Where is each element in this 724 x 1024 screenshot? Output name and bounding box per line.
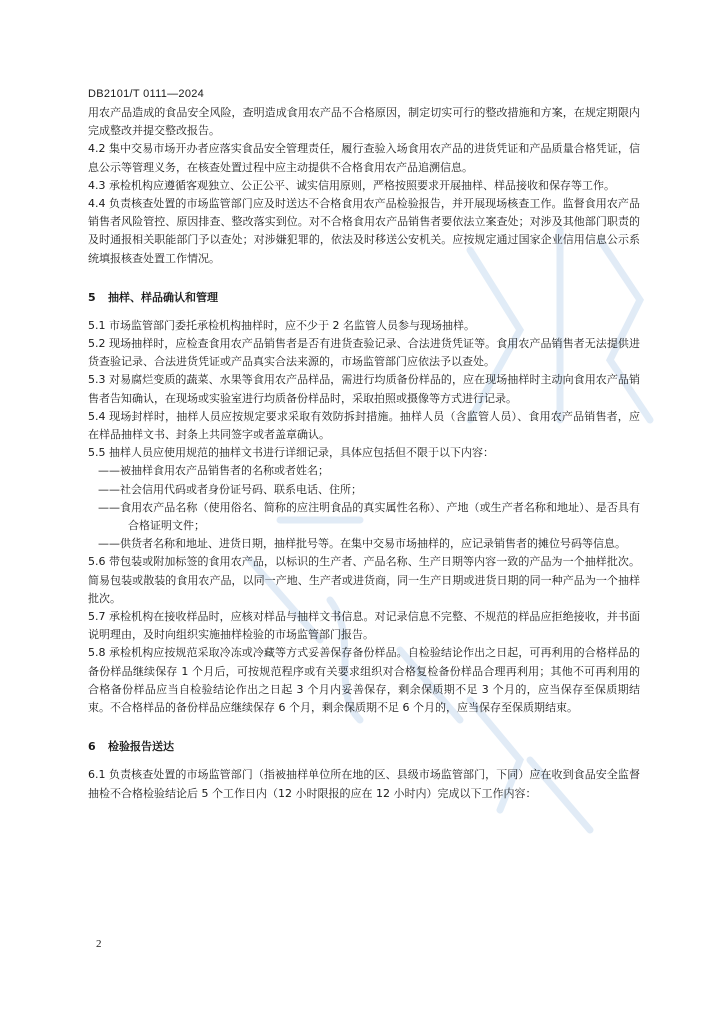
list-item: ——食用农产品名称（使用俗名、简称的应注明食品的真实属性名称）、产地（或生产者名称和地址）、是否具有合格证明文件；	[98, 500, 640, 533]
document-id-header: DB2101/T 0111—2024	[88, 88, 205, 100]
page-number: 2	[96, 938, 102, 950]
clause-6-1: 6.1 负责核查处置的市场监管部门（指被抽样单位所在地的区、县级市场监管部门，下同）应在收到食品安全监督抽检不合格检验结论后 5 个工作日内（12 小时限报的应在 12 小时内）完成以下工作内容：	[88, 768, 640, 800]
clause-5-2: 5.2 现场抽样时，应检查食用农产品销售者是否有进货查验记录、合法进货凭证等。食用农产品销售者无法提供进货查验记录、合法进货凭证或产品真实合法来源的，市场监管部门应依法予以查处。	[88, 337, 640, 369]
clause-5-1: 5.1 市场监管部门委托承检机构抽样时，应不少于 2 名监管人员参与现场抽样。	[88, 318, 475, 332]
clause-5-5: 5.5 抽样人员应使用规范的抽样文书进行详细记录，具体应包括但不限于以下内容：	[88, 446, 494, 460]
clause-5-4: 5.4 现场封样时，抽样人员应按规定要求采取有效防拆封措施。抽样人员（含监管人员）、食用农产品销售者，应在样品抽样文书、封条上共同签字或者盖章确认。	[88, 409, 640, 442]
clause-4-2: 4.2 集中交易市场开办者应落实食品安全管理责任，履行查验入场食用农产品的进货凭证和产品质量合格凭证，信息公示等管理义务，在核查处置过程中应主动提供不合格食用农产品追溯信息。	[88, 142, 640, 174]
clause-4-3: 4.3 承检机构应遵循客观独立、公正公平、诚实信用原则，严格按照要求开展抽样、样品接收和保存等工作。	[88, 178, 615, 192]
clause-5-7: 5.7 承检机构在接收样品时，应核对样品与抽样文书信息。对记录信息不完整、不规范的样品应拒绝接收，并书面说明理由，及时向组织实施抽样检验的市场监管部门报告。	[88, 610, 640, 642]
section-title: 检验报告送达	[108, 740, 174, 754]
list-item: ——社会信用代码或者身份证号码、联系电话、住所；	[98, 482, 362, 496]
section-6-heading	[88, 738, 640, 756]
clause-4-4: 4.4 负责核查处置的市场监管部门应及时送达不合格食用农产品检验报告，并开展现场核查工作。监督食用农产品销售者风险管控、原因排查、整改落实到位。对不合格食用农产品销售者要依法立案查处；对涉及其他部门职责的及时通报相关职能部门予以查处；对涉嫌犯罪的，依法及时移送公安机关。应按规定通过国家企业信用信息公示系统填报核查处置工作情况。	[88, 197, 640, 265]
section-5-heading	[88, 289, 640, 307]
document-body	[88, 104, 640, 803]
intro-paragraph: 用农产品造成的食品安全风险，查明造成食用农产品不合格原因，制定切实可行的整改措施和方案，在规定期限内完成整改并提交整改报告。	[88, 106, 640, 138]
list-item: ——被抽样食用农产品销售者的名称或者姓名；	[98, 464, 329, 478]
clause-5-8: 5.8 承检机构应按规范采取冷冻或冷藏等方式妥善保存备份样品。自检验结论作出之日起，可再利用的合格样品的备份样品继续保存 1 个月后，可按规范程序或有关要求组织对合格复检备份样品合理再利用；其他不可再利用的合格备份样品应当自检验结论作出之日起 3 个月内妥善保存，剩余保质期不足 3 个月的，应当保存至保质期结束。不合格样品的备份样品应继续保存 6 个月，剩余保质期不足 6 个月的，应当保存至保质期结束。	[88, 646, 640, 715]
list-item: ——供货者名称和地址、进货日期，抽样批号等。在集中交易市场抽样的，应记录销售者的摊位号码等信息。	[98, 537, 626, 551]
section-number: 6	[88, 740, 96, 754]
clause-5-6: 5.6 带包装或附加标签的食用农产品，以标识的生产者、产品名称、生产日期等内容一致的产品为一个抽样批次。简易包装或散装的食用农产品，以同一产地、生产者或进货商，同一生产日期或进货日期的同一种产品为一个抽样批次。	[88, 555, 640, 605]
section-title: 抽样、样品确认和管理	[108, 290, 218, 304]
section-number: 5	[88, 290, 96, 304]
clause-5-3: 5.3 对易腐烂变质的蔬菜、水果等食用农产品样品，需进行均质备份样品的，应在现场抽样时主动向食用农产品销售者告知确认，在现场或实验室进行均质备份样品时，采取拍照或摄像等方式进行记录。	[88, 373, 640, 405]
